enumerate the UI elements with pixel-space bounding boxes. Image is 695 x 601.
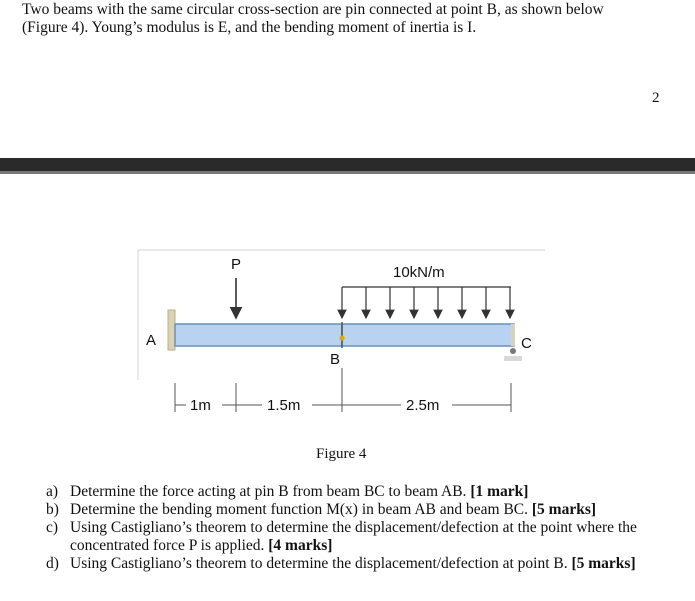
beam-diagram: [0, 240, 695, 440]
problem-statement: [22, 1, 682, 37]
question-text: Using Castigliano’s theorem to determine the displacement/defection at the point where the concentrated force P is applied.: [70, 519, 637, 554]
support-c-plate: [511, 324, 515, 346]
question-c: [46, 519, 686, 555]
label-a: A: [146, 332, 157, 349]
figure-caption: Figure 4: [316, 446, 367, 462]
question-marks: [1 mark]: [470, 483, 529, 500]
question-a: [46, 483, 686, 501]
question-text: Determine the force acting at pin B from beam BC to beam AB.: [70, 483, 467, 500]
label-b: B: [330, 351, 341, 368]
question-text: Determine the bending moment function M(x) in beam AB and beam BC.: [70, 501, 529, 518]
dimension-1-5m: 1.5m: [267, 397, 301, 414]
distributed-load-arrows: [342, 287, 510, 318]
beam-bc: [342, 324, 514, 346]
dimension-1m: 1m: [190, 397, 211, 414]
question-d: [46, 555, 686, 573]
page-divider: [0, 158, 695, 171]
pin-b-icon: [340, 336, 345, 341]
question-list: [46, 483, 686, 573]
dimension-2-5m: 2.5m: [406, 397, 440, 414]
question-marks: [5 marks]: [571, 555, 636, 572]
roller-ground: [504, 356, 522, 361]
question-label: c): [46, 519, 59, 536]
problem-statement-line-2: (Figure 4). Young’s modulus is E, and the bending moment of inertia is I.: [22, 19, 477, 36]
question-text: Using Castigliano’s theorem to determine the displacement/defection at point B.: [70, 555, 568, 572]
question-label: b): [46, 501, 59, 518]
page-number: 2: [652, 90, 660, 106]
fixed-support-wall: [168, 310, 175, 350]
point-load-label: P: [231, 256, 242, 273]
question-marks: [4 marks]: [268, 537, 333, 554]
question-label: a): [46, 483, 59, 500]
problem-statement-line-1: Two beams with the same circular cross-section are pin connected at point B, as shown below: [22, 1, 604, 18]
question-b: [46, 501, 686, 519]
label-c: C: [521, 335, 532, 352]
question-marks: [5 marks]: [531, 501, 597, 518]
distributed-load-label: 10kN/m: [393, 264, 445, 281]
question-label: d): [46, 555, 59, 572]
roller-support-icon: [510, 348, 516, 354]
beam-ab: [175, 324, 342, 346]
